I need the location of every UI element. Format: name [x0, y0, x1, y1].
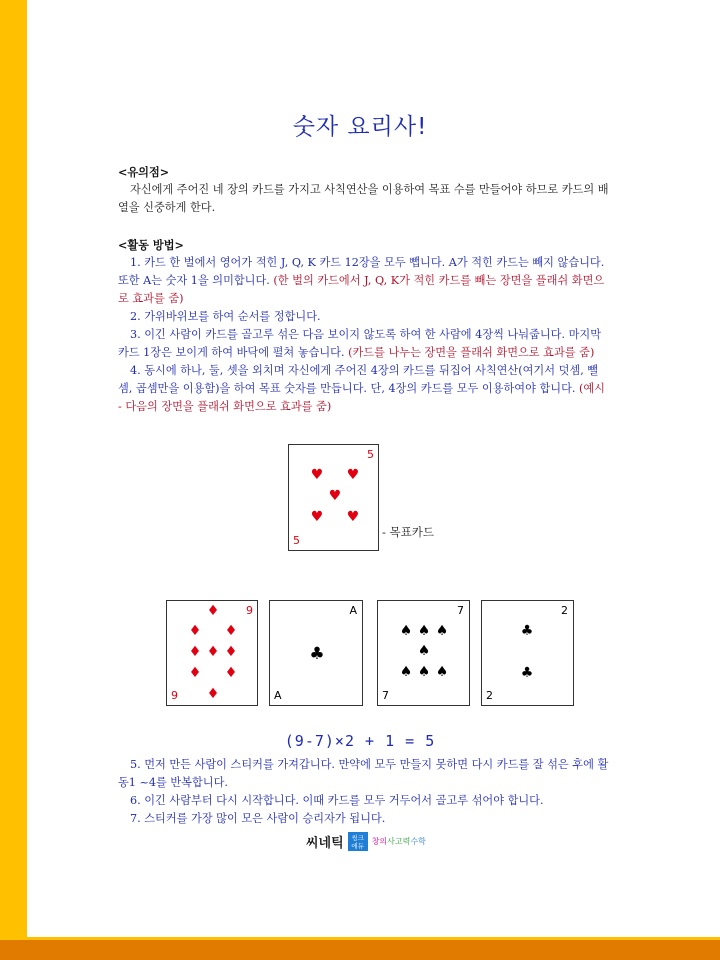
step-1-note: (한 벌의 카드에서 J, Q, K가 적힌 카드를 빼는 장면을 플래쉬 화면으로 효과를 줌) — [118, 274, 605, 305]
target-card-rank-bottom: 5 — [293, 534, 300, 547]
diamond-icon: ♦ — [224, 665, 238, 681]
heart-icon: ♥ — [346, 467, 360, 483]
hand-card-4-rank-top: 2 — [561, 604, 568, 617]
spade-icon: ♠ — [399, 664, 413, 680]
club-icon: ♣ — [520, 623, 534, 639]
method-step-6: 6. 이긴 사람부터 다시 시작합니다. 이때 카드를 모두 거두어서 골고루 섞어야 합니다. — [130, 794, 544, 807]
logo-name: 씨네틱 — [306, 836, 344, 851]
target-card-rank-top: 5 — [367, 448, 374, 461]
diamond-icon: ♦ — [224, 623, 238, 639]
diamond-icon: ♦ — [206, 686, 220, 702]
step-3-note: (카드를 나누는 장면을 플래쉬 화면으로 효과를 줌) — [348, 346, 595, 359]
logo-tagline-part: 사고력 — [387, 837, 411, 846]
heart-icon: ♥ — [346, 509, 360, 525]
precaution-text: 자신에게 주어진 네 장의 카드를 가지고 사칙연산을 이용하여 목표 수를 만들어야 하므로 카드의 배열을 신중하게 한다. — [118, 183, 609, 214]
method-step-1 — [118, 254, 610, 308]
step-1-text: 1. 카드 한 벌에서 영어가 적힌 J, Q, K 카드 12장을 모두 뺍니다. A가 적힌 카드는 빼지 않습니다. 또한 A는 숫자 1을 의미합니다. — [118, 256, 605, 287]
bottom-accent-bar — [0, 940, 720, 960]
method-step-7: 7. 스티커를 가장 많이 모은 사람이 승리자가 됩니다. — [130, 812, 386, 825]
spade-icon: ♠ — [435, 664, 449, 680]
spade-icon: ♠ — [435, 623, 449, 639]
step-4-note: (예시 - 다음의 장면을 플래쉬 화면으로 효과를 줌) — [118, 382, 605, 413]
method-step-3 — [118, 326, 610, 362]
logo-badge — [348, 832, 368, 851]
diamond-icon: ♦ — [188, 623, 202, 639]
step-3-text: 3. 이긴 사람이 카드를 골고루 섞은 다음 보이지 않도록 하여 한 사람에 4장씩 나눠줍니다. 마지막 카드 1장은 보이게 하여 바닥에 펼쳐 놓습니다. — [118, 328, 602, 359]
hand-card-2-rank-bottom: A — [274, 689, 282, 702]
hand-card-3-rank-top: 7 — [457, 604, 464, 617]
method-section — [118, 236, 610, 416]
left-accent-bar — [0, 0, 27, 960]
diamond-icon: ♦ — [188, 665, 202, 681]
brand-logo — [306, 832, 426, 851]
spade-icon: ♠ — [417, 643, 431, 659]
example-equation: (9-7)×2 + 1 = 5 — [284, 732, 436, 750]
logo-tagline-part: 수학 — [410, 837, 426, 846]
step-4-text: 4. 동시에 하나, 둘, 셋을 외치며 자신에게 주어진 4장의 카드를 뒤집어 사칙연산(여기서 덧셈, 뺄셈, 곱셈만을 이용함)을 하여 목표 숫자를 만듭니다. 단, 4장의 카드를 모두 이용하여야 합니다. — [118, 364, 599, 395]
hand-card-4 — [481, 600, 574, 706]
heart-icon: ♥ — [328, 488, 342, 504]
spade-icon: ♠ — [417, 623, 431, 639]
hand-card-1-rank-top: 9 — [246, 604, 253, 617]
hand-card-3-rank-bottom: 7 — [382, 689, 389, 702]
club-icon: ♣ — [309, 644, 325, 664]
hand-card-2-rank-top: A — [349, 604, 357, 617]
method-step-5: 5. 먼저 만든 사람이 스티커를 가져갑니다. 만약에 모두 만들지 못하면 다시 카드를 잘 섞은 후에 활동1 ~4를 반복합니다. — [118, 758, 609, 789]
hand-card-1 — [166, 600, 258, 706]
hand-card-3 — [377, 600, 470, 706]
method-step-2: 2. 가위바위보를 하여 순서를 정합니다. — [130, 310, 321, 323]
spade-icon: ♠ — [417, 664, 431, 680]
heart-icon: ♥ — [310, 509, 324, 525]
diamond-icon: ♦ — [206, 644, 220, 660]
target-card-caption: - 목표카드 — [382, 525, 434, 539]
precaution-section — [118, 163, 610, 217]
logo-badge-top: 씽크 — [351, 833, 364, 842]
diamond-icon: ♦ — [206, 603, 220, 619]
heart-icon: ♥ — [310, 467, 324, 483]
method-heading: <활동 방법> — [118, 238, 184, 252]
diamond-icon: ♦ — [188, 644, 202, 660]
diamond-icon: ♦ — [224, 644, 238, 660]
target-card — [288, 444, 379, 551]
hand-card-1-rank-bottom: 9 — [171, 689, 178, 702]
logo-tagline-part: 창의 — [371, 837, 388, 846]
logo-badge-bottom: 에듀 — [351, 841, 364, 850]
page-title: 숫자 요리사! — [292, 114, 428, 140]
method-step-4 — [118, 362, 610, 416]
hand-card-2 — [269, 600, 363, 706]
hand-card-4-rank-bottom: 2 — [486, 689, 493, 702]
method-section-continued — [118, 756, 610, 828]
logo-tagline — [372, 836, 426, 847]
spade-icon: ♠ — [399, 623, 413, 639]
precaution-heading: <유의점> — [118, 165, 170, 179]
club-icon: ♣ — [520, 665, 534, 681]
